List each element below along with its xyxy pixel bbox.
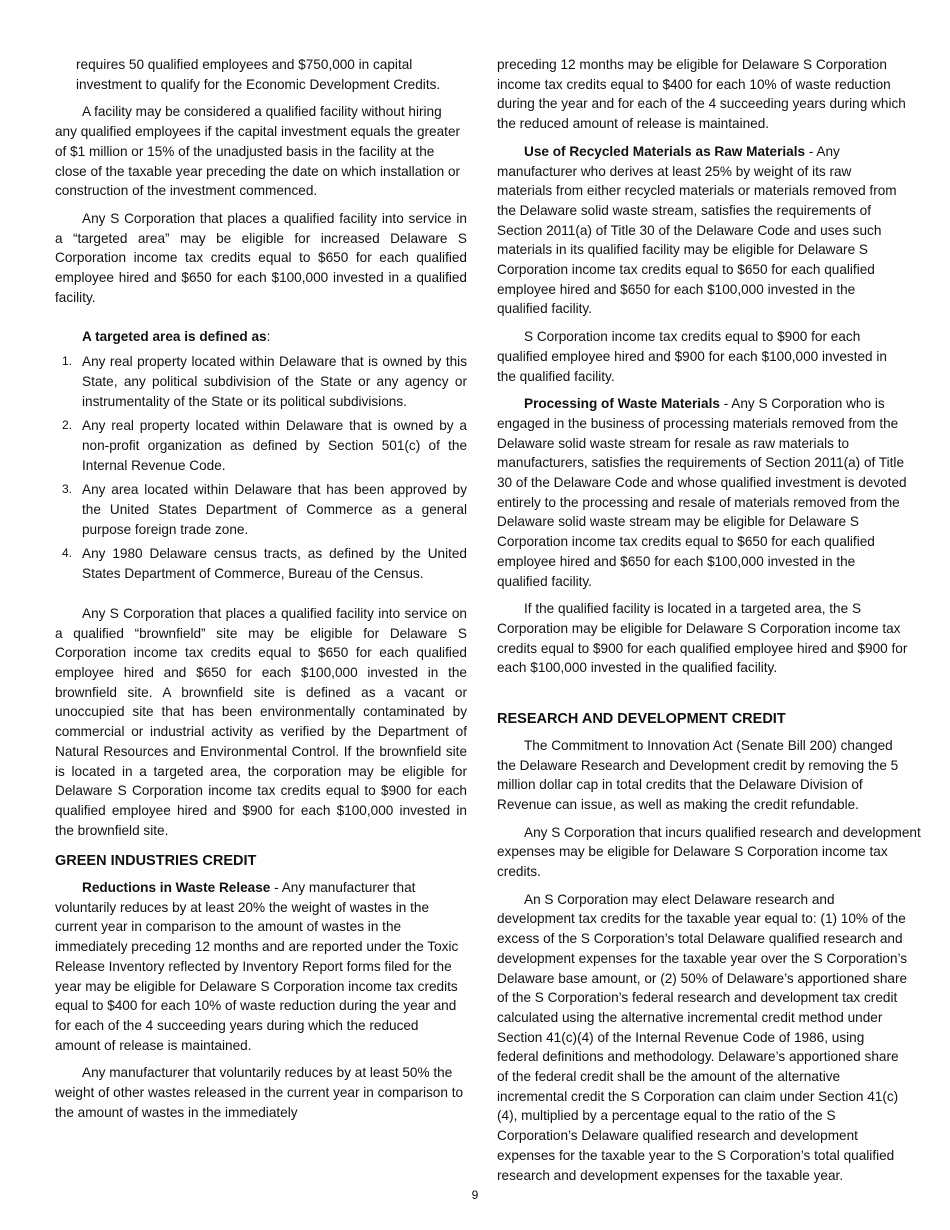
- other-wastes-continuation: preceding 12 months may be eligible for Delaware S Corporation income tax credits equal to $400 for each 10% of waste reduction during the year and for each of the 4 succeeding years during which the reduced amount of release is maintained.: [497, 57, 906, 132]
- list-item-text: Any area located within Delaware that has been approved by the United States Department of Commerce as a general purpose foreign trade zone.: [82, 482, 467, 537]
- targeted-area-list: [55, 352, 467, 584]
- targeted-area-paragraph: Any S Corporation that places a qualified facility into service in a “targeted area” may be eligible for increased Delaware S Corporation income tax credits equal to $650 for each qualified employee hired and $650 for each $100,000 invested in a qualified facility.: [55, 210, 467, 305]
- list-item-text: Any real property located within Delaware that is owned by a non-profit organization as defined by Section 501(c) of the Internal Revenue Code.: [82, 418, 467, 473]
- list-item-number: 4.: [62, 546, 73, 561]
- list-item-number: 3.: [62, 482, 73, 497]
- qualified-facility-paragraph: A facility may be considered a qualified facility without hiring any qualified employees if the capital investment equals the greater of $1 million or 15% of the unadjusted basis in the facility at the close of the taxable year preceding the date on which installation or construction of the investment commenced.: [55, 104, 461, 199]
- list-item: [55, 544, 467, 583]
- list-item: [55, 416, 467, 475]
- research-development-heading: RESEARCH AND DEVELOPMENT CREDIT: [497, 711, 786, 728]
- green-industries-heading: GREEN INDUSTRIES CREDIT: [55, 853, 257, 870]
- intro-continuation: requires 50 qualified employees and $750,000 in capital investment to qualify for the Economic Development Credits.: [76, 57, 441, 92]
- waste-release-paragraph: [55, 878, 467, 1055]
- targeted-facility-paragraph: If the qualified facility is located in a targeted area, the S Corporation may be eligible for Delaware S Corporation income tax credits equal to $900 for each qualified employee hired and $900 for each $100,000 invested in the qualified facility.: [497, 601, 908, 676]
- list-item: [55, 352, 467, 411]
- recycled-materials-lead: Use of Recycled Materials as Raw Materials: [524, 143, 806, 159]
- waste-release-lead: Reductions in Waste Release: [82, 880, 271, 896]
- targeted-area-heading-text: A targeted area is defined as: [82, 329, 267, 345]
- targeted-area-heading: [55, 327, 467, 347]
- recycled-materials-text: - Any manufacturer who derives at least 25% by weight of its raw materials from either recycled materials or materials removed from the Delaware solid waste stream, satisfies the requirements of Section 2011(a) of Title 30 of the Delaware Code and uses such materials in its qualified facility may be eligible for Delaware S Corporation income tax credits equal to $650 for each qualified employee hired and $650 for each $100,000 invested in the qualified facility.: [497, 143, 897, 317]
- right-column: [497, 55, 921, 1193]
- elect-credit-paragraph: An S Corporation may elect Delaware research and development tax credits for the taxable year equal to: (1) 10% of the excess of the S Corporation’s total Delaware qualified research and development expenses for the taxable year over the S Corporation’s Delaware base amount, or (2) 50% of Delaware’s apportioned share of the S Corporation’s federal research and development tax credit calculated using the alternative incremental credit method under Section 41(c)(4) of the Internal Revenue Code of 1986, using federal definitions and methodology. Delaware’s apportioned share of the federal credit shall be the amount of the alternative incremental credit the S Corporation can claim under Section 41(c) (4), multiplied by a percentage equal to the ratio of the S Corporation’s Delaware qualified research and development expenses for the taxable year to the S Corporation’s total qualified research and development expenses for the taxable year.: [497, 891, 908, 1183]
- processing-waste-text: - Any S Corporation who is engaged in the business of processing materials removed from the Delaware solid waste stream for resale as raw materials to manufacturers, satisfies the requirements of Section 2011(a) of Title 30 of the Delaware Code and whose qualified investment is devoted entirely to the processing and resale of materials removed from the Delaware solid waste stream may be eligible for Delaware S Corporation income tax credits equal to $650 for each qualified employee hired and $650 for each $100,000 invested in the qualified facility.: [497, 396, 907, 589]
- any-s-corporation-paragraph: Any S Corporation that incurs qualified research and development expenses may be eligible for Delaware S Corporation income tax credits.: [497, 824, 921, 880]
- recycled-materials-paragraph: [497, 142, 909, 319]
- processing-waste-paragraph: [497, 394, 909, 591]
- recycled-900-paragraph: S Corporation income tax credits equal to $900 for each qualified employee hired and $900 for each $100,000 invested in the qualified facility.: [497, 329, 887, 384]
- list-item-text: Any real property located within Delaware that is owned by this State, any political subdivision of the State or any agency or instrumentality of the State or its political subdivisions.: [82, 354, 467, 409]
- brownfield-paragraph: Any S Corporation that places a qualified facility into service on a qualified “brownfield” site may be eligible for Delaware S Corporation income tax credits equal to $650 for each qualified employee hired and $650 for each $100,000 invested in the brownfield site. A brownfield site is defined as a vacant or unoccupied site that has been environmentally contaminated by commercial or industrial activity as verified by the Department of Natural Resources and Environmental Control. If the brownfield site is located in a targeted area, the corporation may be eligible for Delaware S Corporation income tax credits equal to $900 for each qualified employee hired and $900 for each $100,000 invested in the brownfield site.: [55, 605, 467, 838]
- commitment-paragraph: The Commitment to Innovation Act (Senate Bill 200) changed the Delaware Research and Development credit by removing the 5 million dollar cap in total credits that the Delaware Division of Revenue can issue, as well as making the credit refundable.: [497, 737, 899, 812]
- list-item-number: 1.: [62, 354, 73, 369]
- page-number: 9: [471, 1188, 479, 1202]
- list-item-text: Any 1980 Delaware census tracts, as defined by the United States Department of Commerce, Bureau of the Census.: [82, 546, 467, 582]
- other-wastes-paragraph: Any manufacturer that voluntarily reduces by at least 50% the weight of other wastes released in the current year in comparison to the amount of wastes in the immediately: [55, 1065, 464, 1120]
- list-item-number: 2.: [62, 418, 73, 433]
- waste-release-text: - Any manufacturer that voluntarily reduces by at least 20% the weight of wastes in the current year in comparison to the amount of wastes in the immediately preceding 12 months and are reported under the Toxic Release Inventory reflected by Inventory Report forms filed for the year may be eligible for Delaware S Corporation income tax credits equal to $400 for each 10% of waste reduction during the year and for each of the 4 succeeding years during which the reduced amount of release is maintained.: [55, 880, 459, 1053]
- list-item: [55, 480, 467, 539]
- targeted-area-heading-colon: :: [266, 329, 271, 345]
- left-column: [55, 55, 467, 1130]
- processing-waste-lead: Processing of Waste Materials: [524, 396, 720, 412]
